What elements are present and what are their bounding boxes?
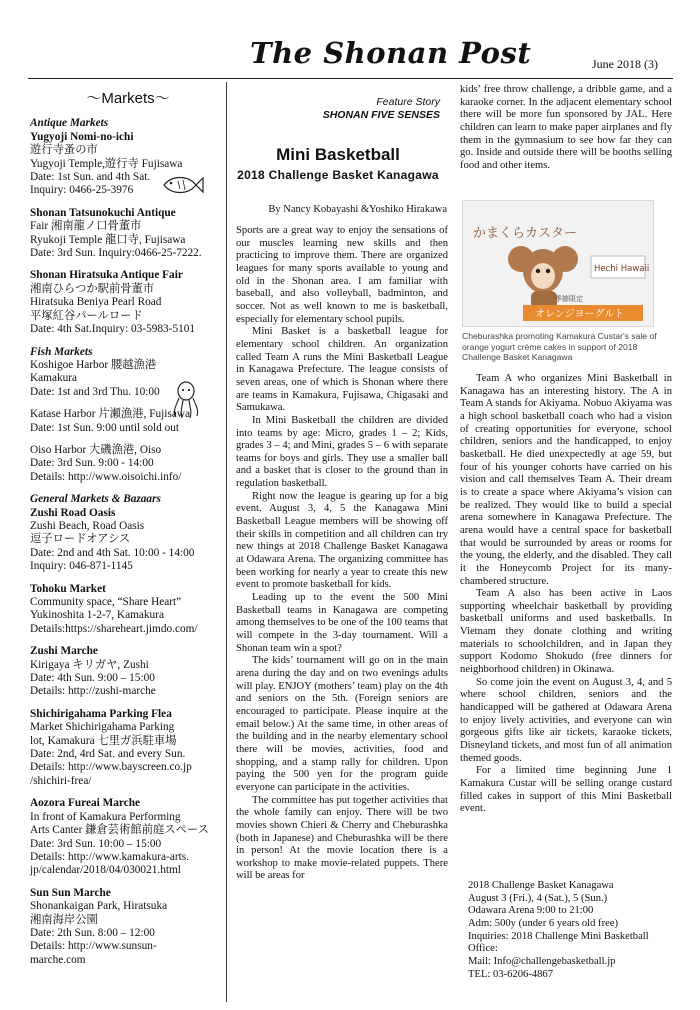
photo-logo-text: Hechi Hawaii (594, 264, 650, 274)
market-title: Zushi Marche (30, 645, 98, 658)
market-title: Yugyoji Nomi-no-ichi (30, 130, 134, 143)
market-category: Antique Markets (30, 117, 109, 130)
cheburashka-photo-art (463, 201, 653, 326)
market-entry (30, 797, 226, 877)
feature-story-label: Feature Story (376, 96, 440, 108)
market-entry (30, 269, 226, 336)
market-detail: Date: 3rd Sun. 9:00 - 14:00 (30, 457, 154, 470)
market-entry (30, 583, 226, 637)
article-paragraph: Team A also has been active in Laos supporting wheelchair basketball by providing basketball uniforms and used basketballs. In Vietnam they donate clothing and writing materials to schoolchildren, and in Japan they support Kodomo Shokudo (free dinners for neighborhood children) in Okinawa. (460, 588, 672, 676)
market-entry (30, 507, 226, 574)
market-title: Sun Sun Marche (30, 886, 111, 899)
market-detail: Details: http://www.kamakura-arts. (30, 850, 189, 863)
article-paragraph: Mini Basket is a basketball league for elementary school children. An organization called Team A runs the Mini Basketball League in Kanagawa Prefecture. The league consists of seven areas, one of which is Shonan where there are teams in Kamakura, Fujisawa, Chigasaki and Samukawa. (236, 326, 448, 414)
article-paragraph: kids’ free throw challenge, a dribble game, and a karaoke corner. In the adjacent elementary school there will be more fun sponsored by JAL. Here children can learn to make paper airplanes and fly them in the gymnasium to see how far they can go. Inside and outside there will be booths selling food and other items. (460, 84, 672, 171)
article-paragraph: Leading up to the event the 500 Mini Basketball teams in Kanagawa are competing among themselves to be one of the 100 teams that will compete in the 3-day tournament. Will a Shonan team win a spot? (236, 592, 448, 654)
market-detail: Koshigoe Harbor 腰越漁港 (30, 358, 157, 371)
market-detail: /shichiri-frea/ (30, 774, 92, 787)
event-info-line: Mail: Info@challengebasketball.jp (468, 955, 616, 967)
market-title: Shonan Hiratsuka Antique Fair (30, 269, 183, 282)
market-detail: Hiratsuka Beniya Pearl Road (30, 296, 162, 309)
market-detail: Details: http://www.oisoichi.info/ (30, 470, 182, 483)
octopus-icon (170, 380, 202, 420)
event-info-line: August 3 (Fri.), 4 (Sat.), 5 (Sun.) (468, 892, 608, 904)
market-detail: Kirigaya キリガヤ, Zushi (30, 658, 149, 671)
market-entry (30, 444, 226, 484)
market-detail: Date: 2nd and 4th Sat. 10:00 - 14:00 (30, 546, 195, 559)
masthead (0, 0, 700, 80)
event-info-line: Adm: 500y (under 6 years old free) (468, 917, 619, 929)
market-detail: Arts Canter 鎌倉芸術館前庭スペース (30, 824, 209, 837)
market-detail: Market Shichirigahama Parking (30, 721, 175, 734)
market-detail: In front of Kamakura Performing (30, 810, 181, 823)
issue-date: June 2018 (3) (592, 57, 658, 71)
event-info-line: TEL: 03-6206-4867 (468, 968, 554, 980)
market-detail: Katase Harbor 片瀬漁港, Fujisawa (30, 408, 191, 421)
market-detail: Inquiry: 046-871-1145 (30, 560, 133, 573)
market-detail: Date: 1st Sun. 9:00 until sold out (30, 421, 180, 434)
market-detail: Date: 4th Sun. 9:00 – 15:00 (30, 672, 155, 685)
market-detail: Yukinoshita 1-2-7, Kamakura (30, 609, 164, 622)
market-detail: Oiso Harbor 大磯漁港, Oiso (30, 443, 162, 456)
masthead-rule (28, 78, 673, 79)
markets-column (30, 88, 226, 976)
market-detail: lot, Kamakura 七里ガ浜駐車場 (30, 734, 177, 747)
market-title: Zushi Road Oasis (30, 506, 116, 519)
market-entry (30, 645, 226, 699)
event-info-line: Odawara Arena 9:00 to 21:00 (468, 905, 594, 917)
market-category: Fish Markets (30, 345, 93, 358)
feature-label (300, 96, 440, 122)
market-detail: Details: http://www.bayscreen.co.jp (30, 761, 192, 774)
market-detail: 湘南海岸公園 (30, 913, 98, 926)
market-detail: 遊行寺蚤の市 (30, 144, 98, 157)
market-detail: Details: http://zushi-marche (30, 685, 156, 698)
photo-label: 季節限定 (555, 295, 583, 303)
event-info-line: Office: (468, 943, 498, 955)
market-detail: Date: 1st Sun. and 4th Sat. (30, 171, 151, 184)
feature-series: SHONAN FIVE SENSES (322, 109, 440, 121)
article-paragraph: Sports are a great way to enjoy the sensations of our muscles learning new skills and then practicing to improve them. There are organized leagues for many sports available to young and old in the Shonan area. I am familiar with baseball, and also volleyball, badminton, and soccer. Not as well known to me is basketball, especially for elementary school pupils. (236, 225, 448, 325)
market-detail: Kamakura (30, 372, 78, 385)
market-entry (30, 207, 226, 261)
article-right-column-top (460, 84, 672, 173)
article-paragraph: Right now the league is gearing up for a big event. August 3, 4, 5 the Kanagawa Mini Basketball League members will be showing off their skills in competition and all children can try new things at 2018 Challenge Basket Kanagawa at Odawara Arena. The organizing committee has been working for nearly a year to create this new event to promote basketball for kids. (236, 490, 448, 591)
article-middle-column (236, 225, 448, 883)
market-detail: Zushi Beach, Road Oasis (30, 519, 145, 532)
photo-brand-text: かまくらカスター (473, 226, 578, 241)
market-detail: Date: 3rd Sun. Inquiry:0466-25-7222. (30, 247, 202, 260)
market-detail: jp/calendar/2018/04/030021.html (30, 864, 181, 877)
market-detail: 湘南ひらつか駅前骨董市 (30, 282, 155, 295)
article-paragraph: So come join the event on August 3, 4, and 5 where school children, seniors and the handicapped will be gathered at Odawara Arena to enjoy lively activities, and everyone can win gorgeous gifts like air tickets, karaoke tickets, Disneyland tickets, and most fun of all animation themed goods. (460, 676, 672, 764)
market-detail: Details:https://shareheart.jimdo.com/ (30, 622, 198, 635)
article-paragraph: For a limited time beginning June 1 Kamakura Custar will be selling orange custard filled cakes in support of this Mini Basketball event. (460, 765, 672, 815)
market-detail: Date: 3rd Sun. 10:00 – 15:00 (30, 837, 162, 850)
markets-list (30, 117, 226, 967)
article-right-column (460, 373, 672, 816)
market-entry (30, 708, 226, 788)
event-info-line: 2018 Challenge Basket Kanagawa (468, 880, 614, 891)
article-paragraph: In Mini Basketball the children are divided into teams by age: Micro, grades 1 – 2; Kids, grades 3 – 4; and Mini, grades 5 – 6 with separate teams for boys and girls. They use a smaller ball and a basket that is closer to the ground than in regulation basketball. (236, 414, 448, 490)
market-detail: Date: 4th Sat.Inquiry: 03-5983-5101 (30, 323, 196, 336)
market-category: General Markets & Bazaars (30, 493, 161, 506)
article-paragraph: The committee has put together activities that the whole family can enjoy. There will be two movies shown Chieri & Cherry and Cheburashka (both in Japanese) and Cheburashka will be there in person! At the movie location there is a workshop to make movie-related puppets. There will be areas for (236, 794, 448, 882)
market-detail: 平塚紅谷パールロード (30, 309, 143, 322)
event-info-line: Inquiries: 2018 Challenge Mini Basketball (468, 930, 649, 942)
market-detail: Date: 2th Sun. 8:00 – 12:00 (30, 926, 155, 939)
fish-icon (160, 172, 204, 198)
market-title: Shonan Tatsunokuchi Antique (30, 206, 176, 219)
market-title: Tohoku Market (30, 582, 106, 595)
markets-heading: ～Markets～ (86, 90, 170, 107)
market-title: Shichirigahama Parking Flea (30, 707, 172, 720)
article-paragraph: The kids’ tournament will go on in the main arena during the day and on two evenings adults will play. ENJOY (mothers’ team) play on the 4th and seniors on the 5th. (Foreign seniors are encouraged to participate. Please inquire at the email below.) At the same time, in other areas of the building and in the nearby elementary school there will be movies, activities, food and shopping, and a stamp rally for children. Upon paying the 500 yen for the program guide everyone can participate in the activities. (236, 655, 448, 793)
photo-caption: Cheburashka promoting Kamakura Custar's sale of orange yogurt crème cakes in support of 2018 Challenge Basket Kanagawa (462, 331, 657, 362)
market-detail: Community space, “Share Heart” (30, 596, 182, 608)
market-detail: Details: http://www.sunsun- (30, 940, 157, 953)
article-subhead: 2018 Challenge Basket Kanagawa (237, 168, 439, 182)
market-detail: Yugyoji Temple,遊行寺 Fujisawa (30, 157, 183, 170)
photo-kamakura-custar (462, 200, 654, 327)
article-byline: By Nancy Kobayashi &Yoshiko Hirakawa (268, 204, 447, 215)
market-detail: Date: 2nd, 4rd Sat. and every Sun. (30, 748, 186, 761)
event-info (468, 880, 678, 981)
photo-product: オレンジヨーグルト (535, 309, 625, 320)
column-divider (226, 82, 227, 1002)
market-detail: marche.com (30, 953, 86, 966)
market-detail: Shonankaigan Park, Hiratsuka (30, 900, 168, 913)
market-entry (30, 887, 226, 967)
market-detail: Fair 湘南龍ノ口骨董市 (30, 220, 142, 233)
article-paragraph: Team A who organizes Mini Basketball in Kanagawa has an interesting history. The A in Team A stands for Akiyama. Nobuo Akiyama was a high school basketball coach who had a vision of creating opportunities for everyone, school children, seniors and the handicapped, to enjoy basketball. He died unexpectedly at age 59, but four of his younger cohorts have carried on his vision and call themselves Team A. Their dream is to create a space where Akiyama’s vision can be realized. They would like to build a special arena somewhere in Kanagawa Prefecture. The arena would have a central space for basketball that would be surrounded by areas or rooms for the young, the elderly, and the disabled. They call it the Honeycomb Project for its many-chambered structure. (460, 373, 672, 587)
market-detail: Inquiry: 0466-25-3976 (30, 184, 134, 197)
market-title: Aozora Fureai Marche (30, 797, 141, 810)
market-detail: Date: 1st and 3rd Thu. 10:00 (30, 385, 160, 398)
newspaper-title: The Shonan Post (250, 36, 532, 70)
market-detail: 逗子ロードオアシス (30, 533, 131, 546)
market-detail: Ryukoji Temple 龍口寺, Fujisawa (30, 233, 186, 246)
article-headline: Mini Basketball (276, 145, 400, 164)
